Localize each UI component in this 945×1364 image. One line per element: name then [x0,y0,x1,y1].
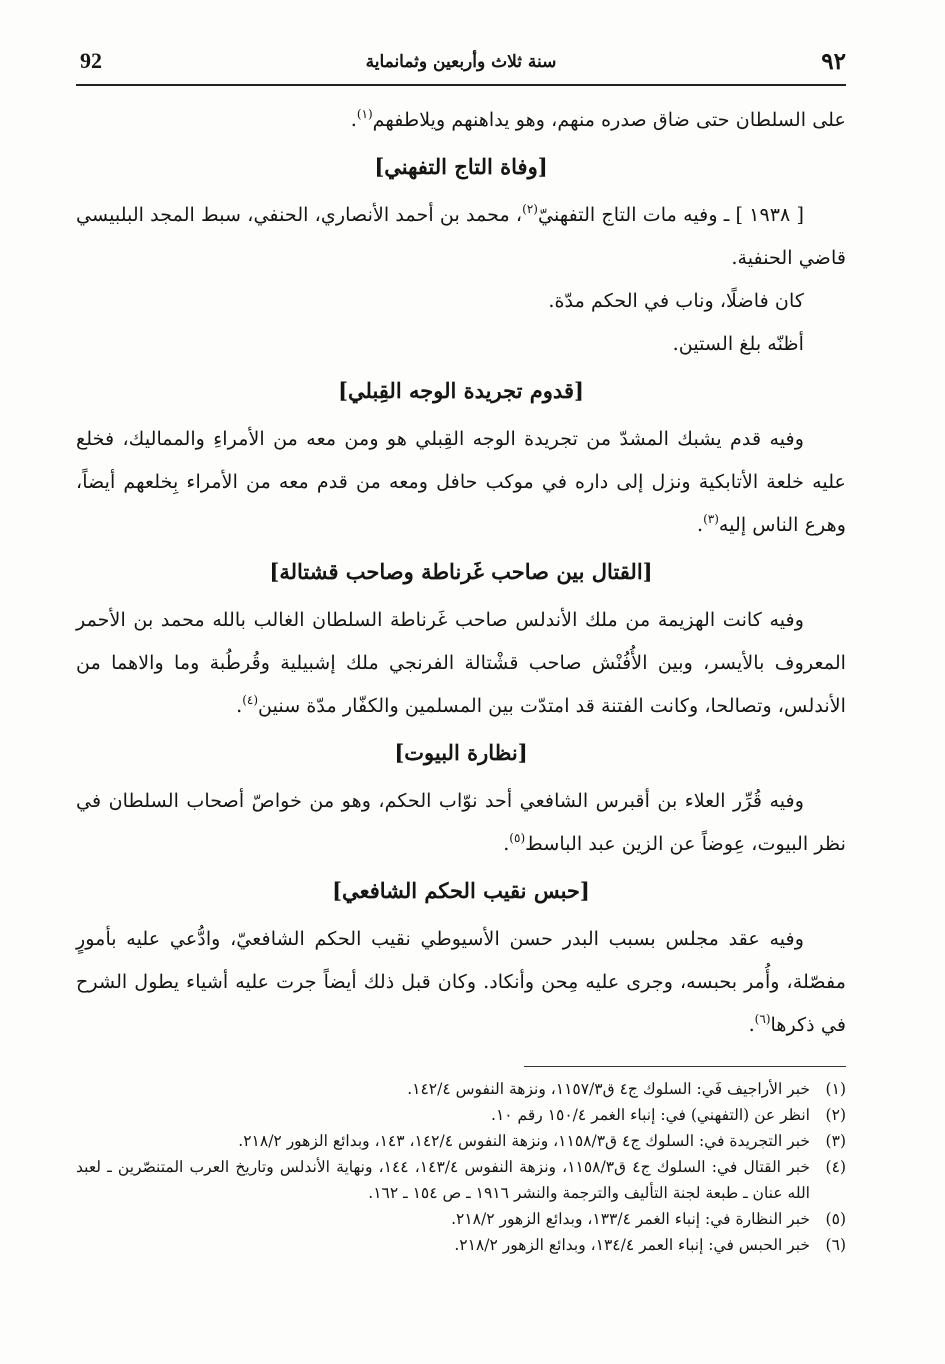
book-page [76,0,846,1364]
footnote-item [76,1076,846,1102]
paragraph-text: كان فاضلًا، وناب في الحكم مدّة. [548,289,804,312]
section-heading: [قدوم تجريدة الوجه القِبلي] [338,378,584,403]
footnote-item [76,1128,846,1154]
paragraph [76,193,846,279]
paragraph-text: [ ١٩٣٨ ] ـ وفيه مات التاج التفهنيّ [537,203,805,226]
footnote-number: (٣) [825,1132,846,1150]
footnote-number: (٢) [825,1106,846,1124]
footnote-text: خبر القتال في: السلوك ج٤ ق١١٥٨/٣، ونزهة النفوس ١٤٣/٤، ١٤٤، ونهاية الأندلس وتاريخ العرب المتنصّرين ـ لعبد الله عنان ـ طبعة لجنة التأليف والترجمة والنشر ١٩١٦ ـ ص ١٥٤ ـ ١٦٢. [76,1158,810,1202]
footnote-text: خبر الأراجيف فَي: السلوك ج٤ ق١١٥٧/٣، ونزهة النفوس ١٤٢/٤. [407,1080,810,1098]
footnote-separator [524,1066,846,1067]
page-number-arabic: ٩٢ [821,48,846,75]
paragraph-text-end: . [748,1013,755,1036]
paragraph-text: وفيه عقد مجلس بسبب البدر حسن الأسيوطي نقيب الحكم الشافعيّ، وادُّعي عليه بأمورٍ مفصّلة، وأُمر بحبسه، وجرى عليه مِحن وأنكاد. وكان قبل ذلك أيضاً جرت عليه أشياء يطول الشرح في ذكرها [76,927,846,1036]
section-heading: [حبس نقيب الحكم الشافعي] [332,878,590,903]
footnote-marker: (٤) [242,693,259,707]
footnote-item [76,1206,846,1232]
paragraph [76,917,846,1046]
paragraph-text-end: . [236,694,243,717]
section-heading: [القتال بين صاحب غَرناطة وصاحب قشتالة] [269,559,653,584]
footnotes [76,1076,846,1258]
footnote-marker: (٥) [509,831,526,845]
paragraph-text: وفيه كانت الهزيمة من ملك الأندلس صاحب غَرناطة السلطان الغالب بالله محمد بن الأحمر المعروف بالأيسر، وبين الأُفُنْش صاحب قشْتالة الفرنجي ملك إشبيلية وقُرطُبة وما والاهما من الأندلس، وتصالحا، وكانت الفتنة قد امتدّت بين المسلمين والكفّار مدّة سنين [76,608,846,717]
footnote-item [76,1154,846,1206]
footnote-text: خبر التجريدة في: السلوك ج٤ ق١١٥٨/٣، ونزهة النفوس ١٤٢/٤، ١٤٣، وبدائع الزهور ٢١٨/٢. [238,1132,810,1150]
footnote-item [76,1232,846,1258]
footnote-marker: (٣) [703,512,719,526]
paragraph [76,598,846,727]
paragraph-text: وفيه قُرِّر العلاء بن أقبرس الشافعي أحد نوّاب الحكم، وهو من خواصّ أصحاب السلطان في نظر البيوت، عِوضاً عن الزين عبد الباسط [76,789,846,855]
paragraph [76,98,846,141]
paragraph-text: أظنّه بلغ الستين. [672,332,804,355]
paragraph [76,279,846,322]
footnote-number: (١) [825,1080,846,1098]
footnote-number: (٦) [825,1236,846,1254]
paragraph-text-end: . [350,108,357,131]
page-header [76,44,846,84]
footnote-text: انظر عن (التفهني) في: إنباء الغمر ١٥٠/٤ رقم ١٠. [491,1106,810,1124]
footnote-item [76,1102,846,1128]
paragraph-text: على السلطان حتى ضاق صدره منهم، وهو يداهنهم ويلاطفهم [372,108,846,131]
section-heading: [نظارة البيوت] [394,740,528,765]
paragraph [76,322,846,365]
paragraph [76,779,846,865]
section-heading: [وفاة التاج التفهني] [374,154,548,179]
paragraph-text-end: . [696,513,704,536]
paragraph-text: وفيه قدم يشبك المشدّ من تجريدة الوجه القِبلي هو ومن معه من الأمراءِ والمماليك، فخلع عليه خلعة الأتابكية ونزل إلى داره في موكب حافل ومعه من قدم معه من الأمراء بِخلعهم أيضاً، وهرع الناس إليه [76,427,846,536]
page-number-latin: 92 [80,48,102,73]
header-rule [76,84,846,86]
paragraph-text-end: ، محمد بن أحمد الأنصاري، الحنفي، سبط المجد البلبيسي قاضي الحنفية. [76,203,846,269]
footnote-text: خبر الحبس في: إنباء العمر ١٣٤/٤، وبدائع الزهور ٢١٨/٢. [454,1236,810,1254]
footnote-text: خبر النظارة في: إنباء الغمر ١٣٣/٤، وبدائع الزهور ٢١٨/٢. [451,1210,810,1228]
paragraph-text-end: . [503,832,510,855]
footnote-number: (٥) [825,1210,846,1228]
main-text [76,98,846,1046]
running-title: سنة ثلاث وأربعين وثمانماية [365,52,557,72]
paragraph [76,417,846,546]
footnote-marker: (١) [356,107,373,121]
footnote-number: (٤) [825,1158,846,1176]
footnote-marker: (٢) [522,202,538,216]
footnote-marker: (٦) [754,1012,771,1026]
